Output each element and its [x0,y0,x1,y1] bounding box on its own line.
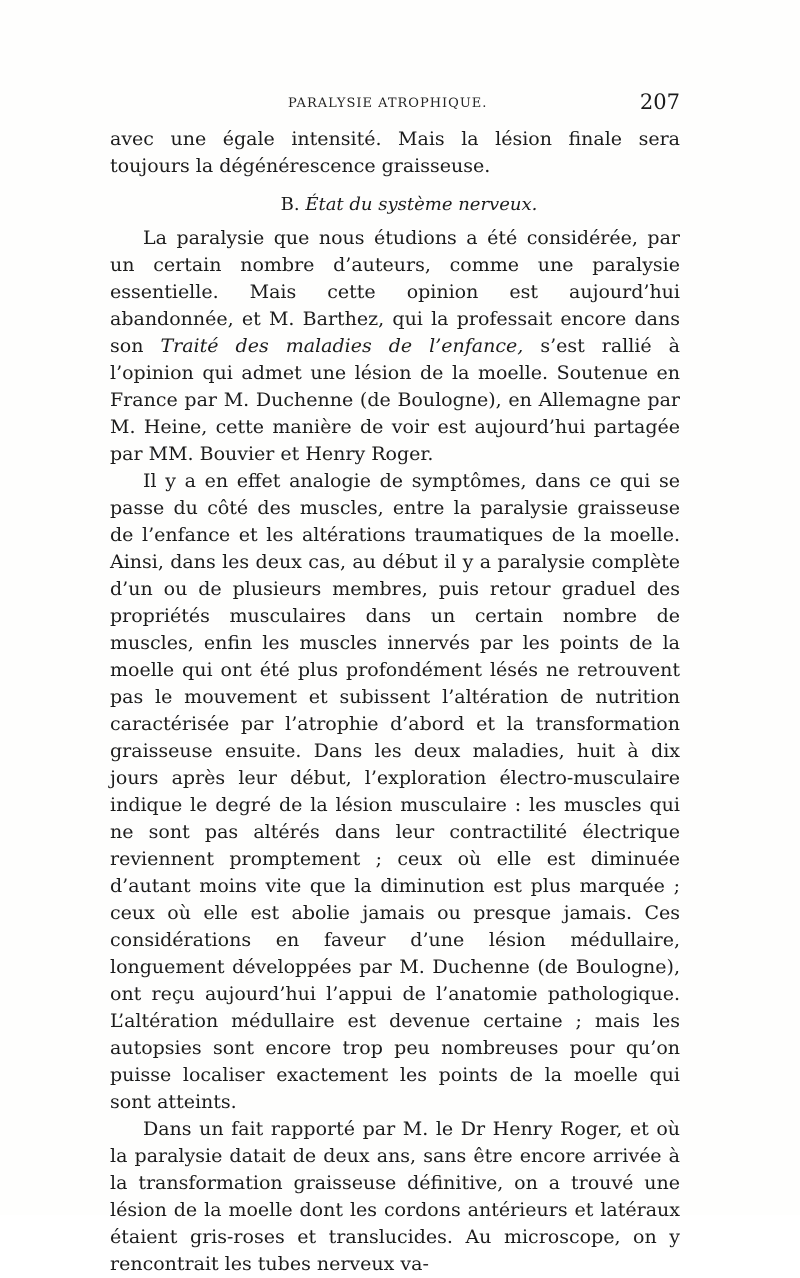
paragraph-2: Il y a en effet analogie de symptômes, dans ce qui se passe du côté des muscles, entre la paralysie graisseuse de l’enfance et les altérations traumatiques de la moelle. Ainsi, dans les deux cas, au début il y a paralysie complète d’un ou de plusieurs membres, puis retour graduel des propriétés musculaires dans un certain nombre de muscles, enfin les muscles innervés par les points de la moelle qui ont été plus profondément lésés ne retrouvent pas le mouvement et subissent l’altération de nutrition caractérisée par l’atrophie d’abord et la transformation graisseuse ensuite. Dans les deux maladies, huit à dix jours après leur début, l’exploration électro-musculaire indique le degré de la lésion musculaire : les muscles qui ne sont pas altérés dans leur contractilité électrique reviennent promptement ; ceux où elle est diminuée d’autant moins vite que la diminution est plus marquée ; ceux où elle est abolie jamais ou presque jamais. Ces considérations en faveur d’une lésion médullaire, longuement développées par M. Duchenne (de Boulogne), ont reçu aujourd’hui l’appui de l’anatomie pathologique. L’altération médullaire est devenue certaine ; mais les autopsies sont encore trop peu nombreuses pour qu’on puisse localiser exactement les points de la moelle qui sont atteints. [110,470,680,1113]
section-label: B. [280,194,300,215]
section-title: État du système nerveux. [305,194,538,215]
paragraph-3: Dans un fait rapporté par M. le Dr Henry Roger, et où la paralysie datait de deux ans, sans être encore arrivée à la transformation graisseuse définitive, on a trouvé une lésion de la moelle dont les cordons antérieurs et latéraux étaient gris-roses et translucides. Au microscope, on y rencontrait les tubes nerveux va- [110,1118,680,1275]
paragraph-1-text-a: La paralysie que nous étudions a été considérée, par un certain nombre d’auteurs, comme une paralysie essentielle. Mais cette opinion est aujourd’hui abandonnée, et M. Barthez, qui la professait encore dans son [110,227,680,357]
paragraph-1 [110,225,680,468]
body-text [110,126,680,1278]
page-number: 207 [639,90,680,114]
book-title: Traité des maladies de l’enfance, [160,335,524,357]
paragraph-1-text-b: s’est rallié à l’opinion qui admet une lésion de la moelle. Soutenue en France par M. Duchenne (de Boulogne), en Allemagne par M. Heine, cette manière de voir est aujourd’hui partagée par MM. Bouvier et Henry Roger. [110,335,680,465]
running-head [110,90,680,124]
section-heading [110,191,680,218]
paragraph-intro: avec une égale intensité. Mais la lésion finale sera toujours la dégénérescence graisseuse. [110,128,680,177]
running-title: PARALYSIE ATROPHIQUE. [288,96,488,111]
